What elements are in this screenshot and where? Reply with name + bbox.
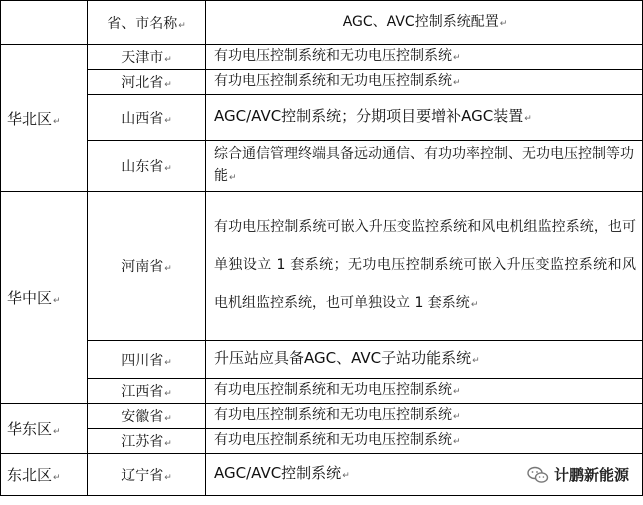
province-cell bbox=[88, 404, 206, 429]
table-row bbox=[1, 192, 643, 341]
config-cell bbox=[206, 379, 643, 404]
paragraph-mark-icon: ↵ bbox=[53, 427, 61, 437]
watermark-text: 计鹏新能源 bbox=[553, 466, 629, 484]
config-cell bbox=[206, 70, 643, 95]
paragraph-mark-icon: ↵ bbox=[164, 164, 172, 174]
paragraph-mark-icon: ↵ bbox=[453, 437, 461, 447]
province-name: 河南省 bbox=[121, 259, 164, 275]
paragraph-mark-icon: ↵ bbox=[453, 53, 461, 63]
province-cell bbox=[88, 341, 206, 379]
region-name: 东北区 bbox=[7, 466, 53, 484]
table-row bbox=[1, 341, 643, 379]
header-blank-cell bbox=[1, 1, 88, 45]
province-cell bbox=[88, 379, 206, 404]
config-cell bbox=[206, 141, 643, 192]
config-cell bbox=[206, 192, 643, 341]
paragraph-mark-icon: ↵ bbox=[342, 471, 350, 481]
paragraph-mark-icon: ↵ bbox=[164, 80, 172, 90]
header-province bbox=[88, 1, 206, 45]
header-province-text: 省、市名称 bbox=[107, 15, 178, 32]
paragraph-mark-icon: ↵ bbox=[164, 264, 172, 274]
config-text: AGC/AVC控制系统 bbox=[214, 464, 342, 482]
table-row bbox=[1, 70, 643, 95]
config-text: 综合通信管理终端具备远动通信、有功功率控制、无功电压控制等功能 bbox=[214, 146, 634, 184]
region-name: 华北区 bbox=[7, 109, 53, 128]
province-name: 江苏省 bbox=[121, 434, 164, 450]
paragraph-mark-icon: ↵ bbox=[164, 414, 172, 424]
paragraph-mark-icon: ↵ bbox=[470, 300, 479, 310]
table-row bbox=[1, 141, 643, 192]
paragraph-mark-icon: ↵ bbox=[453, 412, 461, 422]
paragraph-mark-icon: ↵ bbox=[53, 296, 61, 306]
province-cell bbox=[88, 429, 206, 454]
paragraph-mark-icon: ↵ bbox=[53, 473, 61, 483]
paragraph-mark-icon: ↵ bbox=[524, 114, 532, 124]
config-text: 有功电压控制系统和无功电压控制系统 bbox=[214, 48, 452, 64]
paragraph-mark-icon: ↵ bbox=[164, 115, 172, 126]
paragraph-mark-icon: ↵ bbox=[164, 389, 172, 399]
province-name: 山西省 bbox=[121, 110, 164, 127]
config-text: AGC/AVC控制系统；分期项目要增补AGC装置 bbox=[214, 107, 524, 125]
header-config bbox=[206, 1, 643, 45]
config-text: 有功电压控制系统和无功电压控制系统 bbox=[214, 73, 452, 89]
paragraph-mark-icon: ↵ bbox=[178, 20, 186, 31]
config-text: 有功电压控制系统和无功电压控制系统 bbox=[214, 382, 452, 398]
table-row bbox=[1, 379, 643, 404]
paragraph-mark-icon: ↵ bbox=[499, 18, 508, 29]
table-row bbox=[1, 45, 643, 70]
province-name: 山东省 bbox=[121, 159, 164, 175]
wechat-icon bbox=[527, 466, 549, 484]
province-name: 四川省 bbox=[121, 352, 164, 369]
region-cell bbox=[1, 454, 88, 496]
region-cell bbox=[1, 45, 88, 192]
header-row bbox=[1, 1, 643, 45]
province-cell bbox=[88, 141, 206, 192]
province-cell bbox=[88, 454, 206, 496]
province-cell bbox=[88, 192, 206, 341]
paragraph-mark-icon: ↵ bbox=[164, 357, 172, 368]
config-text: 有功电压控制系统和无功电压控制系统 bbox=[214, 407, 452, 423]
config-cell bbox=[206, 404, 643, 429]
province-name: 天津市 bbox=[121, 50, 164, 66]
config-cell bbox=[206, 95, 643, 141]
paragraph-mark-icon: ↵ bbox=[164, 472, 172, 483]
table-row bbox=[1, 429, 643, 454]
region-cell bbox=[1, 404, 88, 454]
paragraph-mark-icon: ↵ bbox=[453, 78, 461, 88]
province-cell bbox=[88, 45, 206, 70]
table-row bbox=[1, 95, 643, 141]
config-cell bbox=[206, 45, 643, 70]
paragraph-mark-icon: ↵ bbox=[229, 173, 237, 183]
paragraph-mark-icon: ↵ bbox=[472, 356, 480, 366]
watermark bbox=[527, 464, 629, 485]
config-text: 有功电压控制系统可嵌入升压变监控系统和风电机组监控系统，也可单独设立 1 套系统；无功电压控制系统可嵌入升压变监控系统和风电机组监控系统，也可单独设立 1 套系统 bbox=[214, 219, 636, 311]
region-name: 华东区 bbox=[7, 420, 53, 438]
config-cell bbox=[206, 429, 643, 454]
paragraph-mark-icon: ↵ bbox=[164, 55, 172, 65]
paragraph-mark-icon: ↵ bbox=[164, 439, 172, 449]
province-cell bbox=[88, 70, 206, 95]
province-cell bbox=[88, 95, 206, 141]
region-cell bbox=[1, 192, 88, 404]
table-row bbox=[1, 404, 643, 429]
header-config-text: AGC、AVC控制系统配置 bbox=[342, 13, 499, 30]
region-name: 华中区 bbox=[7, 289, 53, 307]
config-text: 升压站应具备AGC、AVC子站功能系统 bbox=[214, 349, 472, 367]
config-cell bbox=[206, 341, 643, 379]
province-name: 江西省 bbox=[121, 384, 164, 400]
paragraph-mark-icon: ↵ bbox=[53, 116, 61, 127]
config-text: 有功电压控制系统和无功电压控制系统 bbox=[214, 432, 452, 448]
province-name: 辽宁省 bbox=[121, 467, 164, 484]
paragraph-mark-icon: ↵ bbox=[453, 387, 461, 397]
province-name: 安徽省 bbox=[121, 409, 164, 425]
province-name: 河北省 bbox=[121, 75, 164, 91]
